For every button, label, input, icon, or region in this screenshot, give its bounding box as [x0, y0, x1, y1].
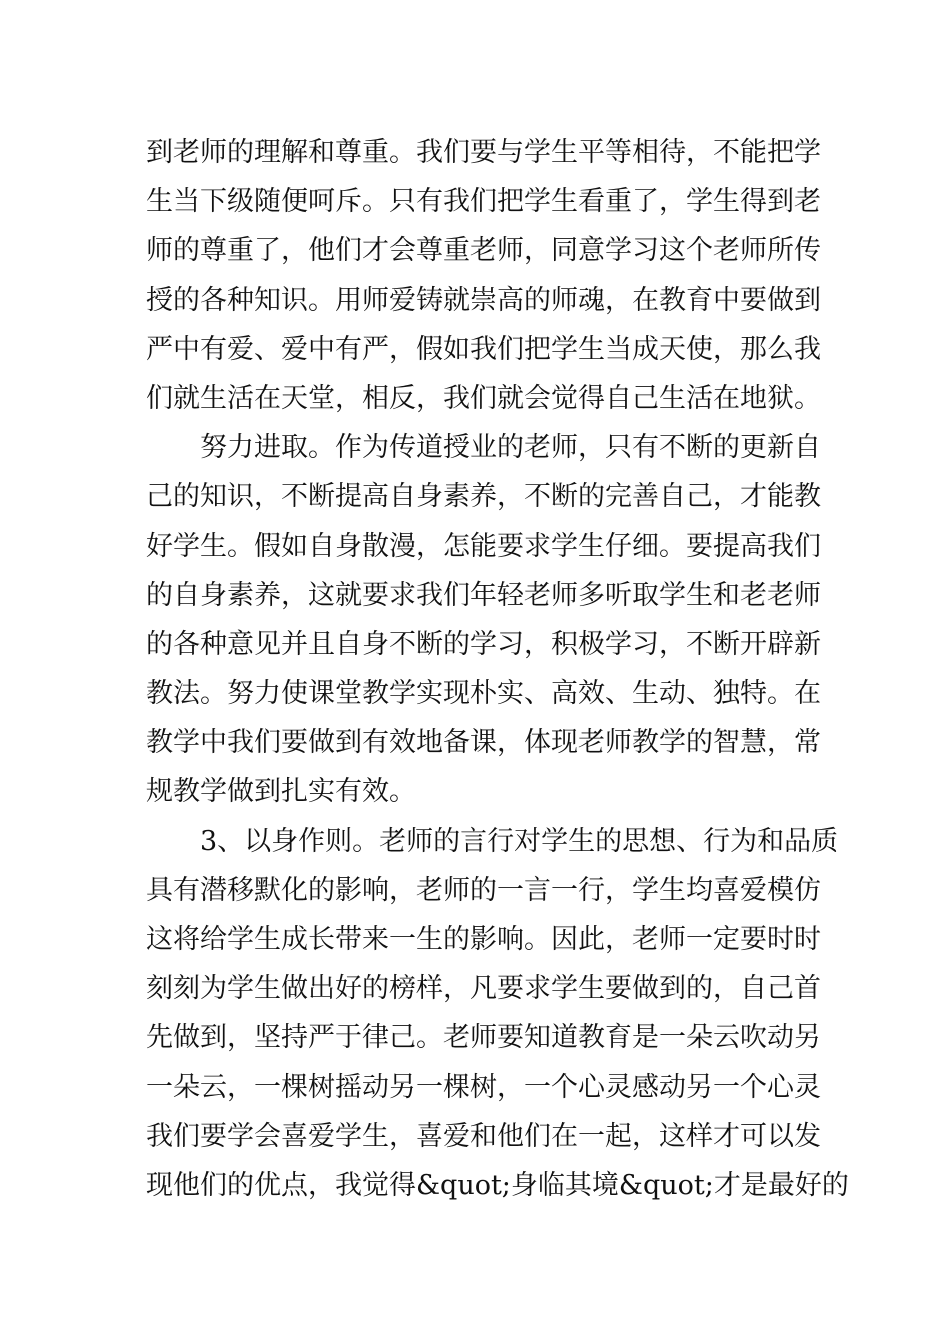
text-line: 努力进取。作为传道授业的老师，只有不断的更新自 — [146, 432, 821, 464]
text-line: 授的各种知识。用师爱铸就崇高的师魂，在教育中要做到 — [146, 284, 821, 316]
text-line: 的各种意见并且自身不断的学习，积极学习，不断开辟新 — [146, 628, 821, 660]
text-line: 的自身素养，这就要求我们年轻老师多听取学生和老老师 — [146, 579, 821, 611]
text-line: 我们要学会喜爱学生，喜爱和他们在一起，这样才可以发 — [146, 1120, 821, 1152]
text-line: 好学生。假如自身散漫，怎能要求学生仔细。要提高我们 — [146, 530, 821, 562]
text-line: 教法。努力使课堂教学实现朴实、高效、生动、独特。在 — [146, 678, 821, 710]
text-line: 己的知识，不断提高自身素养，不断的完善自己，才能教 — [146, 481, 821, 513]
text-line: 教学中我们要做到有效地备课，体现老师教学的智慧，常 — [146, 727, 821, 759]
text-line: 规教学做到扎实有效。 — [146, 776, 416, 808]
text-line: 现他们的优点，我觉得&quot;身临其境&quot;才是最好的 — [146, 1169, 849, 1201]
text-line: 具有潜移默化的影响，老师的一言一行，学生均喜爱模仿 — [146, 874, 821, 906]
text-line: 们就生活在天堂，相反，我们就会觉得自己生活在地狱。 — [146, 382, 821, 414]
text-line: 严中有爱、爱中有严，假如我们把学生当成天使，那么我 — [146, 333, 821, 365]
text-line: 一朵云，一棵树摇动另一棵树，一个心灵感动另一个心灵 — [146, 1071, 821, 1103]
text-line: 生当下级随便呵斥。只有我们把学生看重了，学生得到老 — [146, 186, 821, 218]
text-line: 3、以身作则。老师的言行对学生的思想、行为和品质 — [146, 825, 839, 857]
text-line: 先做到，坚持严于律己。老师要知道教育是一朵云吹动另 — [146, 1022, 821, 1054]
text-line: 刻刻为学生做出好的榜样，凡要求学生要做到的，自己首 — [146, 973, 821, 1005]
text-line: 师的尊重了，他们才会尊重老师，同意学习这个老师所传 — [146, 235, 821, 267]
body-text — [146, 128, 849, 1210]
text-line: 到老师的理解和尊重。我们要与学生平等相待，不能把学 — [146, 137, 821, 168]
text-line: 这将给学生成长带来一生的影响。因此，老师一定要时时 — [146, 924, 821, 955]
